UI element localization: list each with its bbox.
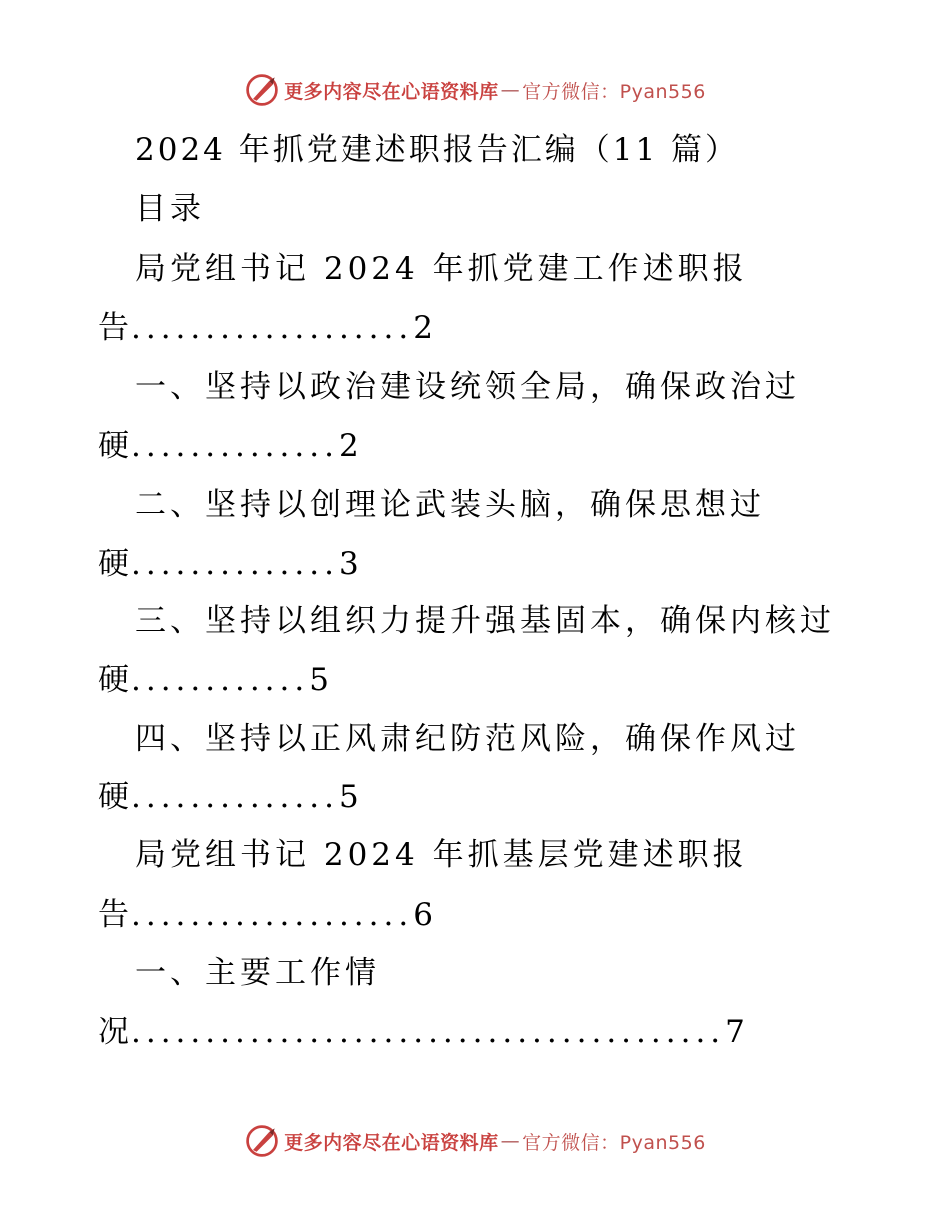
watermark-footer <box>0 1123 950 1159</box>
toc-entry-wrap-char: 硬 <box>98 546 131 582</box>
toc-page-number: 5 <box>309 662 331 698</box>
toc-page-number: 2 <box>413 310 435 346</box>
toc-leader-dots: ................... <box>131 897 414 933</box>
toc-entry-4-wrap <box>98 654 331 699</box>
document-title: 2024 年抓党建述职报告汇编（11 篇） <box>135 132 740 168</box>
watermark-header <box>0 72 950 108</box>
brand-logo-icon <box>244 1123 280 1159</box>
toc-leader-dots: ................... <box>131 310 414 346</box>
toc-entry-6-text: 局党组书记 2024 年抓基层党建述职报 <box>135 837 748 873</box>
toc-page-number: 2 <box>338 428 361 464</box>
brand-logo-icon <box>244 72 280 108</box>
toc-entry-wrap-char: 告 <box>98 310 131 346</box>
toc-entry-5-text: 四、坚持以正风肃纪防范风险，确保作风过 <box>135 721 800 757</box>
toc-entry-3-text: 二、坚持以创理论武装头脑，确保思想过 <box>135 487 765 523</box>
watermark-brand: 更多内容尽在心语资料库 <box>284 1131 499 1154</box>
toc-entry-3-wrap <box>98 538 361 583</box>
watermark-separator: — <box>500 79 521 101</box>
toc-entry-wrap-char: 硬 <box>98 779 131 815</box>
toc-entry-7-wrap <box>98 1006 747 1051</box>
toc-leader-dots: ............ <box>131 662 310 698</box>
toc-entry-2-wrap <box>98 420 361 465</box>
watermark-brand: 更多内容尽在心语资料库 <box>284 80 499 103</box>
toc-leader-dots: .............. <box>131 428 339 464</box>
toc-entry-7-text: 一、主要工作情 <box>135 955 380 991</box>
toc-entry-wrap-char: 告 <box>98 897 131 933</box>
toc-page-number: 3 <box>338 546 361 582</box>
toc-entry-1-text: 局党组书记 2024 年抓党建工作述职报 <box>135 251 748 287</box>
toc-entry-2-text: 一、坚持以政治建设统领全局，确保政治过 <box>135 369 800 405</box>
toc-leader-dots: .............. <box>131 546 339 582</box>
watermark-contact: 官方微信：Pyan556 <box>522 80 706 103</box>
watermark-contact: 官方微信：Pyan556 <box>522 1131 706 1154</box>
toc-entry-5-wrap <box>98 771 361 816</box>
toc-entry-wrap-char: 况 <box>98 1014 131 1050</box>
toc-leader-dots: .............. <box>131 779 339 815</box>
toc-entry-4-text: 三、坚持以组织力提升强基固本，确保内核过 <box>135 603 835 639</box>
toc-entry-6-wrap <box>98 889 435 934</box>
toc-leader-dots: ........................................ <box>131 1014 726 1050</box>
toc-page-number: 7 <box>725 1014 747 1050</box>
toc-page-number: 5 <box>338 779 361 815</box>
toc-heading: 目录 <box>135 191 205 227</box>
toc-entry-1-wrap <box>98 302 435 347</box>
toc-page-number: 6 <box>413 897 435 933</box>
toc-entry-wrap-char: 硬 <box>98 428 131 464</box>
toc-entry-wrap-char: 硬 <box>98 662 131 698</box>
watermark-separator: — <box>500 1130 521 1152</box>
